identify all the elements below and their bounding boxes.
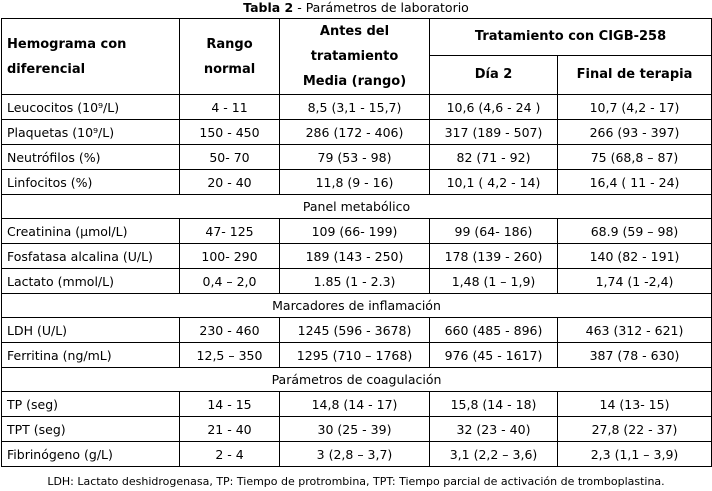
table-row (2, 392, 712, 417)
before-treatment-cell: 189 (143 - 250) (280, 244, 430, 269)
final-therapy-cell: 387 (78 - 630) (558, 343, 712, 368)
header-day2: Día 2 (430, 55, 558, 94)
parameter-name: Lactato (mmol/L) (2, 269, 180, 294)
normal-range-cell: 2 - 4 (180, 442, 280, 467)
table-row (2, 442, 712, 467)
table-row (2, 145, 712, 170)
final-therapy-cell: 140 (82 - 191) (558, 244, 712, 269)
normal-range-cell: 4 - 11 (180, 95, 280, 120)
parameter-name: Ferritina (ng/mL) (2, 343, 180, 368)
caption-separator: - (293, 0, 306, 15)
before-treatment-cell: 79 (53 - 98) (280, 145, 430, 170)
before-treatment-cell: 11,8 (9 - 16) (280, 170, 430, 195)
normal-range-cell: 12,5 – 350 (180, 343, 280, 368)
table-row (2, 244, 712, 269)
before-treatment-cell: 1.85 (1 - 2.3) (280, 269, 430, 294)
day2-cell: 10,6 (4,6 - 24 ) (430, 95, 558, 120)
section-title: Panel metabólico (2, 195, 712, 219)
section-header-row (2, 368, 712, 392)
table-row (2, 343, 712, 368)
day2-cell: 317 (189 - 507) (430, 120, 558, 145)
before-treatment-cell: 14,8 (14 - 17) (280, 392, 430, 417)
header-final-therapy: Final de terapia (558, 55, 712, 94)
normal-range-cell: 20 - 40 (180, 170, 280, 195)
day2-cell: 99 (64- 186) (430, 219, 558, 244)
section-header-row (2, 195, 712, 219)
final-therapy-cell: 266 (93 - 397) (558, 120, 712, 145)
header-treatment-group: Tratamiento con CIGB-258 (430, 19, 712, 56)
parameter-name: LDH (U/L) (2, 318, 180, 343)
before-treatment-cell: 3 (2,8 – 3,7) (280, 442, 430, 467)
day2-cell: 660 (485 - 896) (430, 318, 558, 343)
normal-range-cell: 21 - 40 (180, 417, 280, 442)
before-treatment-cell: 1245 (596 - 3678) (280, 318, 430, 343)
table-row (2, 318, 712, 343)
parameter-name: TP (seg) (2, 392, 180, 417)
table-row (2, 219, 712, 244)
day2-cell: 976 (45 - 1617) (430, 343, 558, 368)
normal-range-cell: 230 - 460 (180, 318, 280, 343)
header-range-line2: normal (203, 61, 256, 77)
day2-cell: 10,1 ( 4,2 - 14) (430, 170, 558, 195)
parameter-name: Plaquetas (10⁹/L) (2, 120, 180, 145)
final-therapy-cell: 14 (13- 15) (558, 392, 712, 417)
final-therapy-cell: 75 (68,8 – 87) (558, 145, 712, 170)
final-therapy-cell: 16,4 ( 11 - 24) (558, 170, 712, 195)
final-therapy-cell: 68.9 (59 – 98) (558, 219, 712, 244)
header-before-line2: tratamiento (310, 49, 399, 64)
before-treatment-cell: 1295 (710 – 1768) (280, 343, 430, 368)
parameter-name: TPT (seg) (2, 417, 180, 442)
before-treatment-cell: 286 (172 - 406) (280, 120, 430, 145)
day2-cell: 15,8 (14 - 18) (430, 392, 558, 417)
final-therapy-cell: 27,8 (22 - 37) (558, 417, 712, 442)
table-row (2, 95, 712, 120)
table-body (2, 95, 712, 467)
table-row (2, 170, 712, 195)
final-therapy-cell: 1,74 (1 -2,4) (558, 269, 712, 294)
header-parameter (2, 19, 180, 95)
day2-cell: 178 (139 - 260) (430, 244, 558, 269)
normal-range-cell: 100- 290 (180, 244, 280, 269)
parameter-name: Fosfatasa alcalina (U/L) (2, 244, 180, 269)
header-before-treatment (280, 19, 430, 95)
day2-cell: 3,1 (2,2 – 3,6) (430, 442, 558, 467)
final-therapy-cell: 2,3 (1,1 – 3,9) (558, 442, 712, 467)
parameter-name: Leucocitos (10⁹/L) (2, 95, 180, 120)
section-title: Parámetros de coagulación (2, 368, 712, 392)
header-parameter-line1: Hemograma con (7, 36, 127, 52)
header-range-line1: Rango (206, 36, 253, 52)
table-row (2, 120, 712, 145)
normal-range-cell: 47- 125 (180, 219, 280, 244)
parameter-name: Fibrinógeno (g/L) (2, 442, 180, 467)
lab-parameters-table (1, 18, 712, 467)
day2-cell: 82 (71 - 92) (430, 145, 558, 170)
section-header-row (2, 294, 712, 318)
before-treatment-cell: 109 (66- 199) (280, 219, 430, 244)
parameter-name: Neutrófilos (%) (2, 145, 180, 170)
header-before-line3: Media (rango) (302, 74, 407, 89)
before-treatment-cell: 30 (25 - 39) (280, 417, 430, 442)
normal-range-cell: 150 - 450 (180, 120, 280, 145)
header-normal-range (180, 19, 280, 95)
header-row-top (2, 19, 712, 56)
caption-label: Tabla 2 (243, 0, 294, 15)
parameter-name: Linfocitos (%) (2, 170, 180, 195)
final-therapy-cell: 463 (312 - 621) (558, 318, 712, 343)
table-row (2, 269, 712, 294)
final-therapy-cell: 10,7 (4,2 - 17) (558, 95, 712, 120)
day2-cell: 1,48 (1 – 1,9) (430, 269, 558, 294)
before-treatment-cell: 8,5 (3,1 - 15,7) (280, 95, 430, 120)
table-footnote: LDH: Lactato deshidrogenasa, TP: Tiempo de protrombina, TPT: Tiempo parcial de activación de tromboplastina. (47, 475, 665, 488)
section-title: Marcadores de inflamación (2, 294, 712, 318)
normal-range-cell: 0,4 – 2,0 (180, 269, 280, 294)
caption-text: Parámetros de laboratorio (305, 0, 469, 15)
header-parameter-line2: diferencial (7, 61, 86, 77)
table-caption (0, 0, 712, 18)
table-row (2, 417, 712, 442)
day2-cell: 32 (23 - 40) (430, 417, 558, 442)
normal-range-cell: 50- 70 (180, 145, 280, 170)
parameter-name: Creatinina (μmol/L) (2, 219, 180, 244)
header-before-line1: Antes del (319, 24, 390, 39)
normal-range-cell: 14 - 15 (180, 392, 280, 417)
